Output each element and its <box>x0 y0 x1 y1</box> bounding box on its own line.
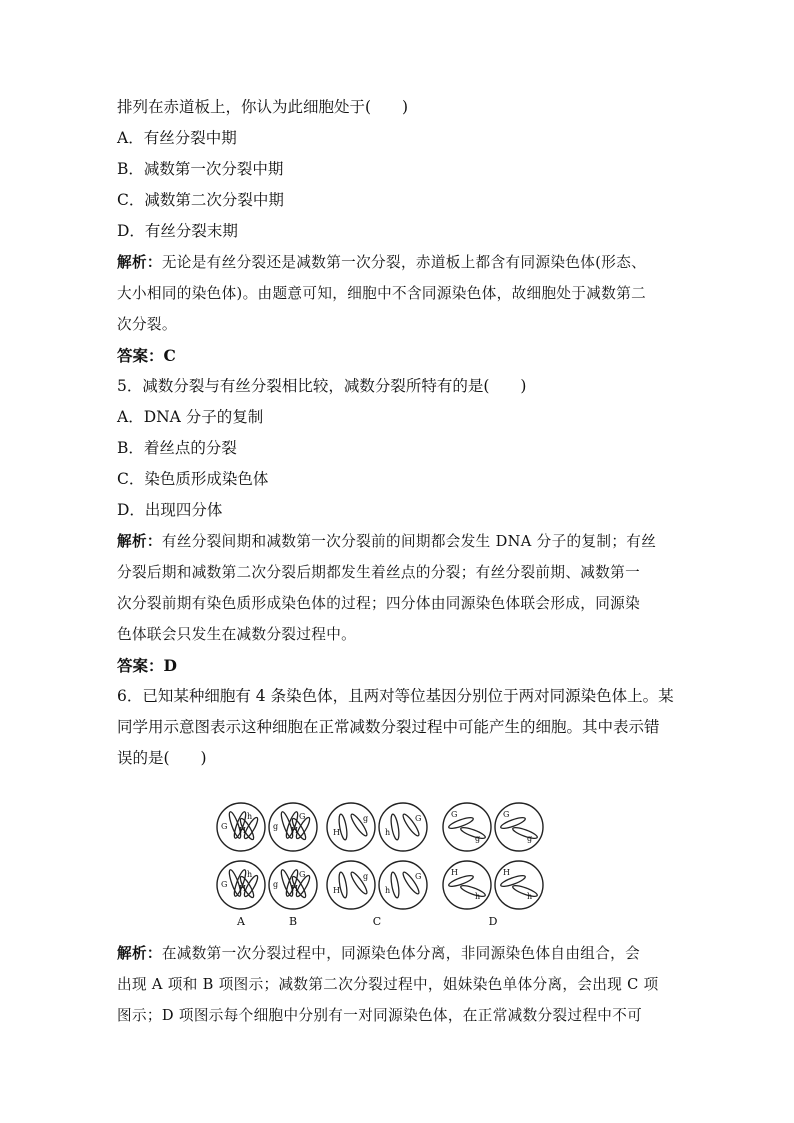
gene-label: h <box>247 812 253 821</box>
q6-analysis-label: 解析： <box>117 945 162 962</box>
gene-label: h <box>247 870 253 879</box>
gene-label: g <box>527 834 533 843</box>
gene-label: g <box>273 880 279 889</box>
gene-label: H <box>239 826 246 835</box>
question-6-stem-line-2: 同学用示意图表示这种细胞在正常减数分裂过程中可能产生的细胞。其中表示错 <box>117 718 660 736</box>
cell-circle <box>379 803 427 851</box>
figure-group-label: D <box>488 915 498 928</box>
cell-circle <box>379 861 427 909</box>
chromosome <box>512 884 539 899</box>
cell-diagram-svg <box>213 782 583 932</box>
q5-analysis-label: 解析： <box>117 533 162 550</box>
q4-option-d: D．有丝分裂末期 <box>117 222 238 240</box>
q4-option-c: C．减数第二次分裂中期 <box>117 191 284 209</box>
gene-label: H <box>291 884 298 893</box>
chromosome <box>460 826 487 841</box>
q5-analysis-line-4: 色体联会只发生在减数分裂过程中。 <box>117 626 357 643</box>
q5-option-c: C．染色质形成染色体 <box>117 470 269 488</box>
gene-label: g <box>363 872 369 881</box>
q4-analysis-line-2: 大小相同的染色体)。由题意可知，细胞中不含同源染色体，故细胞处于减数第二 <box>117 285 647 302</box>
gene-label: h <box>475 892 481 901</box>
cell-circle <box>327 803 375 851</box>
gene-label: g <box>363 814 369 823</box>
gene-label: H <box>333 828 340 837</box>
q6-analysis-line-2: 出现 A 项和 B 项图示；减数第二次分裂过程中，姐妹染色单体分离，会出现 C 项 <box>117 976 659 993</box>
gene-label: G <box>299 812 306 821</box>
q5-answer: 答案：D <box>117 656 177 675</box>
question-6-stem-line-1: 6．已知某种细胞有 4 条染色体，且两对等位基因分别位于两对同源染色体上。某 <box>117 687 674 705</box>
q4-analysis-line-3: 次分裂。 <box>117 316 177 333</box>
gene-label: g <box>273 822 279 831</box>
gene-label: H <box>333 886 340 895</box>
q5-option-b: B．着丝点的分裂 <box>117 439 237 457</box>
q5-analysis-line-1: 解析：有丝分裂间期和减数第一次分裂前的间期都会发生 DNA 分子的复制；有丝 <box>117 533 657 550</box>
q4-option-a: A．有丝分裂中期 <box>117 129 237 147</box>
gene-label: h <box>385 886 391 895</box>
q6-analysis-line-3: 图示；D 项图示每个细胞中分别有一对同源染色体，在正常减数分裂过程中不可 <box>117 1007 643 1024</box>
chromosome <box>512 826 539 841</box>
gene-label: G <box>503 810 510 819</box>
gene-label: H <box>239 884 246 893</box>
gene-label: G <box>415 872 422 881</box>
question-6-stem-line-3: 误的是( ) <box>117 749 207 767</box>
gene-label: G <box>451 810 458 819</box>
q4-analysis-label: 解析： <box>117 254 162 271</box>
figure-group-label: A <box>237 915 245 928</box>
question-5-stem: 5．减数分裂与有丝分裂相比较，减数分裂所特有的是( ) <box>117 377 527 395</box>
gene-label: G <box>221 880 228 889</box>
gene-label: h <box>527 892 533 901</box>
gene-label: G <box>221 822 228 831</box>
q5-option-d: D．出现四分体 <box>117 501 223 519</box>
q4-answer: 答案：C <box>117 346 176 365</box>
q4-analysis-line-1: 解析：无论是有丝分裂还是减数第一次分裂，赤道板上都含有同源染色体(形态、 <box>117 254 647 271</box>
chromosome <box>390 814 401 841</box>
chromosome <box>390 872 401 899</box>
q5-analysis-line-2: 分裂后期和减数第二次分裂后期都发生着丝点的分裂；有丝分裂前期、减数第一 <box>117 564 641 581</box>
figure-group-label: C <box>372 915 382 928</box>
q4-option-b: B．减数第一次分裂中期 <box>117 160 284 178</box>
figure-group-label: B <box>288 915 298 928</box>
gene-label: H <box>451 868 458 877</box>
gene-label: h <box>385 828 391 837</box>
gene-label: g <box>475 834 481 843</box>
gene-label: H <box>291 826 298 835</box>
question-4-stem-tail: 排列在赤道板上，你认为此细胞处于( ) <box>117 98 409 116</box>
q5-analysis-line-3: 次分裂前期有染色质形成染色体的过程；四分体由同源染色体联会形成，同源染 <box>117 595 641 612</box>
gene-label: G <box>415 814 422 823</box>
q5-option-a: A．DNA 分子的复制 <box>117 408 264 426</box>
cell-division-figure <box>117 782 682 932</box>
gene-label: H <box>503 868 510 877</box>
document-page <box>117 92 682 1031</box>
gene-label: G <box>299 870 306 879</box>
cell-circle <box>327 861 375 909</box>
q6-analysis-line-1: 解析：在减数第一次分裂过程中，同源染色体分离，非同源染色体自由组合，会 <box>117 945 641 962</box>
chromosome <box>460 884 487 899</box>
